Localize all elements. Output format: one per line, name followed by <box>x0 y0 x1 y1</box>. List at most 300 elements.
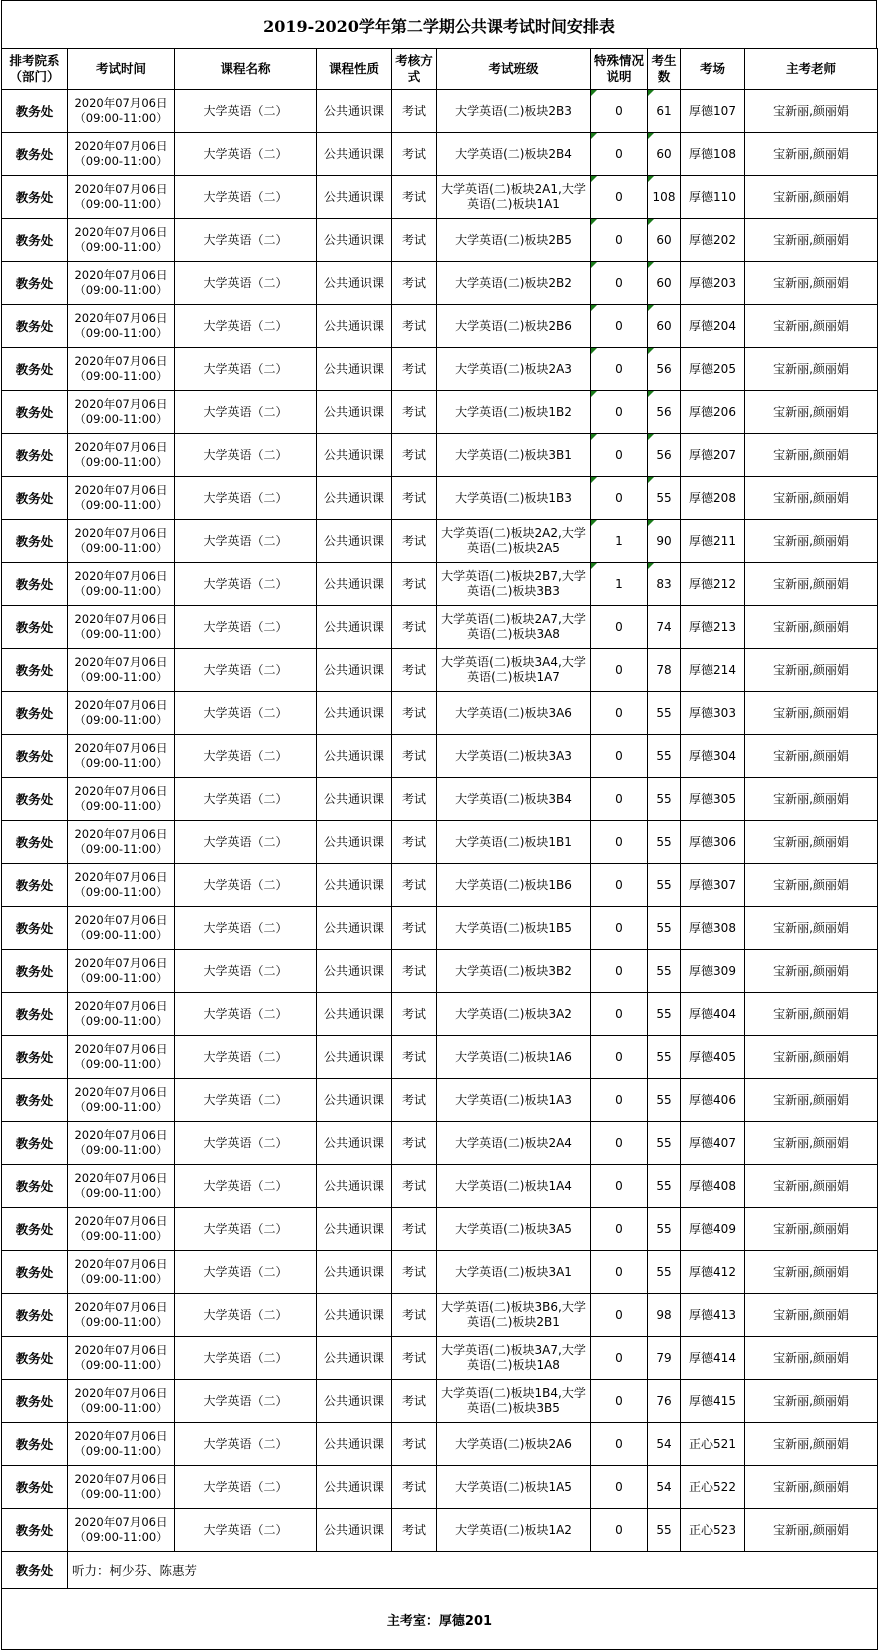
time-cell <box>68 1294 175 1337</box>
exam-time: （09:00-11:00） <box>74 627 168 641</box>
classes-cell: 大学英语(二)板块2A6 <box>437 1423 591 1466</box>
header-dept: 排考院系（部门） <box>2 49 68 90</box>
table-row <box>2 821 878 864</box>
course-cell: 大学英语（二） <box>175 1208 317 1251</box>
room-cell: 正心521 <box>681 1423 745 1466</box>
method-cell: 考试 <box>392 477 437 520</box>
exam-date: 2020年07月06日 <box>74 1085 168 1099</box>
room-cell: 厚德208 <box>681 477 745 520</box>
method-cell: 考试 <box>392 907 437 950</box>
dept-cell: 教务处 <box>2 821 68 864</box>
time-cell <box>68 1251 175 1294</box>
method-cell: 考试 <box>392 520 437 563</box>
teachers-cell: 宝新丽,颜丽娟 <box>745 1294 878 1337</box>
exam-time: （09:00-11:00） <box>74 1487 168 1501</box>
special-cell: 0 <box>591 778 648 821</box>
count-cell: 54 <box>648 1466 681 1509</box>
course-cell: 大学英语（二） <box>175 1079 317 1122</box>
exam-time: （09:00-11:00） <box>74 1229 168 1243</box>
count-cell: 79 <box>648 1337 681 1380</box>
teachers-cell: 宝新丽,颜丽娟 <box>745 864 878 907</box>
classes-cell: 大学英语(二)板块3A1 <box>437 1251 591 1294</box>
time-cell <box>68 606 175 649</box>
nature-cell: 公共通识课 <box>317 219 392 262</box>
table-row <box>2 1251 878 1294</box>
classes-cell: 大学英语(二)板块2A1,大学英语(二)板块1A1 <box>437 176 591 219</box>
room-cell: 厚德108 <box>681 133 745 176</box>
classes-cell: 大学英语(二)板块2B6 <box>437 305 591 348</box>
exam-time: （09:00-11:00） <box>74 713 168 727</box>
method-cell: 考试 <box>392 1165 437 1208</box>
room-cell: 厚德414 <box>681 1337 745 1380</box>
dept-cell: 教务处 <box>2 262 68 305</box>
nature-cell: 公共通识课 <box>317 864 392 907</box>
method-cell: 考试 <box>392 1466 437 1509</box>
count-cell: 55 <box>648 1122 681 1165</box>
time-cell <box>68 477 175 520</box>
count-cell: 60 <box>648 262 681 305</box>
time-cell <box>68 391 175 434</box>
exam-date: 2020年07月06日 <box>74 569 168 583</box>
nature-cell: 公共通识课 <box>317 907 392 950</box>
room-cell: 厚德415 <box>681 1380 745 1423</box>
count-cell: 55 <box>648 1208 681 1251</box>
time-cell <box>68 1509 175 1552</box>
method-cell: 考试 <box>392 219 437 262</box>
time-cell <box>68 90 175 133</box>
exam-date: 2020年07月06日 <box>74 1042 168 1056</box>
method-cell: 考试 <box>392 133 437 176</box>
course-cell: 大学英语（二） <box>175 735 317 778</box>
nature-cell: 公共通识课 <box>317 950 392 993</box>
exam-date: 2020年07月06日 <box>74 655 168 669</box>
room-cell: 厚德308 <box>681 907 745 950</box>
method-cell: 考试 <box>392 1294 437 1337</box>
nature-cell: 公共通识课 <box>317 563 392 606</box>
method-cell: 考试 <box>392 649 437 692</box>
nature-cell: 公共通识课 <box>317 993 392 1036</box>
exam-date: 2020年07月06日 <box>74 139 168 153</box>
dept-cell: 教务处 <box>2 219 68 262</box>
classes-cell: 大学英语(二)板块1B2 <box>437 391 591 434</box>
method-cell: 考试 <box>392 1122 437 1165</box>
time-cell <box>68 176 175 219</box>
time-cell <box>68 1208 175 1251</box>
time-cell <box>68 778 175 821</box>
count-cell: 74 <box>648 606 681 649</box>
special-cell: 0 <box>591 1165 648 1208</box>
teachers-cell: 宝新丽,颜丽娟 <box>745 520 878 563</box>
exam-date: 2020年07月06日 <box>74 956 168 970</box>
nature-cell: 公共通识课 <box>317 434 392 477</box>
table-row <box>2 1337 878 1380</box>
exam-time: （09:00-11:00） <box>74 326 168 340</box>
time-cell <box>68 1122 175 1165</box>
nature-cell: 公共通识课 <box>317 176 392 219</box>
dept-cell: 教务处 <box>2 950 68 993</box>
exam-time: （09:00-11:00） <box>74 928 168 942</box>
teachers-cell: 宝新丽,颜丽娟 <box>745 1337 878 1380</box>
exam-time: （09:00-11:00） <box>74 412 168 426</box>
exam-time: （09:00-11:00） <box>74 885 168 899</box>
nature-cell: 公共通识课 <box>317 649 392 692</box>
count-cell: 83 <box>648 563 681 606</box>
special-cell: 0 <box>591 1294 648 1337</box>
listening-dept: 教务处 <box>2 1552 68 1589</box>
teachers-cell: 宝新丽,颜丽娟 <box>745 606 878 649</box>
footer-row <box>2 1589 878 1650</box>
dept-cell: 教务处 <box>2 907 68 950</box>
method-cell: 考试 <box>392 1509 437 1552</box>
table-row <box>2 1294 878 1337</box>
course-cell: 大学英语（二） <box>175 778 317 821</box>
classes-cell: 大学英语(二)板块3A5 <box>437 1208 591 1251</box>
count-cell: 60 <box>648 305 681 348</box>
room-cell: 厚德203 <box>681 262 745 305</box>
classes-cell: 大学英语(二)板块3A4,大学英语(二)板块1A7 <box>437 649 591 692</box>
time-cell <box>68 1079 175 1122</box>
table-row <box>2 477 878 520</box>
course-cell: 大学英语（二） <box>175 1509 317 1552</box>
count-cell: 108 <box>648 176 681 219</box>
dept-cell: 教务处 <box>2 649 68 692</box>
classes-cell: 大学英语(二)板块1A6 <box>437 1036 591 1079</box>
teachers-cell: 宝新丽,颜丽娟 <box>745 1380 878 1423</box>
exam-time: （09:00-11:00） <box>74 541 168 555</box>
special-cell: 0 <box>591 1509 648 1552</box>
dept-cell: 教务处 <box>2 735 68 778</box>
table-row <box>2 219 878 262</box>
exam-date: 2020年07月06日 <box>74 1214 168 1228</box>
room-cell: 厚德214 <box>681 649 745 692</box>
table-row <box>2 262 878 305</box>
nature-cell: 公共通识课 <box>317 692 392 735</box>
count-cell: 55 <box>648 1036 681 1079</box>
exam-time: （09:00-11:00） <box>74 1444 168 1458</box>
table-row <box>2 735 878 778</box>
teachers-cell: 宝新丽,颜丽娟 <box>745 434 878 477</box>
table-row <box>2 950 878 993</box>
room-cell: 正心523 <box>681 1509 745 1552</box>
time-cell <box>68 1380 175 1423</box>
count-cell: 55 <box>648 1251 681 1294</box>
room-cell: 厚德213 <box>681 606 745 649</box>
count-cell: 54 <box>648 1423 681 1466</box>
teachers-cell: 宝新丽,颜丽娟 <box>745 348 878 391</box>
table-row <box>2 1466 878 1509</box>
table-body <box>2 90 878 1552</box>
dept-cell: 教务处 <box>2 1079 68 1122</box>
exam-time: （09:00-11:00） <box>74 799 168 813</box>
table-row <box>2 1423 878 1466</box>
dept-cell: 教务处 <box>2 520 68 563</box>
count-cell: 78 <box>648 649 681 692</box>
room-cell: 厚德204 <box>681 305 745 348</box>
teachers-cell: 宝新丽,颜丽娟 <box>745 1079 878 1122</box>
room-cell: 厚德413 <box>681 1294 745 1337</box>
room-cell: 厚德407 <box>681 1122 745 1165</box>
teachers-cell: 宝新丽,颜丽娟 <box>745 262 878 305</box>
footer-main-room: 主考室：厚德201 <box>2 1589 878 1650</box>
exam-date: 2020年07月06日 <box>74 225 168 239</box>
exam-time: （09:00-11:00） <box>74 842 168 856</box>
exam-date: 2020年07月06日 <box>74 1386 168 1400</box>
dept-cell: 教务处 <box>2 1165 68 1208</box>
nature-cell: 公共通识课 <box>317 778 392 821</box>
room-cell: 厚德110 <box>681 176 745 219</box>
exam-date: 2020年07月06日 <box>74 354 168 368</box>
time-cell <box>68 348 175 391</box>
room-cell: 厚德207 <box>681 434 745 477</box>
nature-cell: 公共通识课 <box>317 821 392 864</box>
method-cell: 考试 <box>392 90 437 133</box>
dept-cell: 教务处 <box>2 1122 68 1165</box>
classes-cell: 大学英语(二)板块1A4 <box>437 1165 591 1208</box>
count-cell: 55 <box>648 692 681 735</box>
nature-cell: 公共通识课 <box>317 1208 392 1251</box>
exam-date: 2020年07月06日 <box>74 1300 168 1314</box>
table-row <box>2 391 878 434</box>
exam-time: （09:00-11:00） <box>74 111 168 125</box>
dept-cell: 教务处 <box>2 563 68 606</box>
time-cell <box>68 950 175 993</box>
exam-date: 2020年07月06日 <box>74 440 168 454</box>
dept-cell: 教务处 <box>2 434 68 477</box>
dept-cell: 教务处 <box>2 133 68 176</box>
listening-row <box>2 1552 878 1589</box>
special-cell: 0 <box>591 1423 648 1466</box>
classes-cell: 大学英语(二)板块3B1 <box>437 434 591 477</box>
table-row <box>2 1208 878 1251</box>
nature-cell: 公共通识课 <box>317 520 392 563</box>
header-method: 考核方式 <box>392 49 437 90</box>
exam-date: 2020年07月06日 <box>74 999 168 1013</box>
course-cell: 大学英语（二） <box>175 606 317 649</box>
count-cell: 90 <box>648 520 681 563</box>
room-cell: 厚德205 <box>681 348 745 391</box>
dept-cell: 教务处 <box>2 1251 68 1294</box>
course-cell: 大学英语（二） <box>175 1036 317 1079</box>
exam-date: 2020年07月06日 <box>74 870 168 884</box>
special-cell: 0 <box>591 219 648 262</box>
method-cell: 考试 <box>392 821 437 864</box>
course-cell: 大学英语（二） <box>175 1380 317 1423</box>
table-row <box>2 90 878 133</box>
classes-cell: 大学英语(二)板块1B6 <box>437 864 591 907</box>
room-cell: 厚德206 <box>681 391 745 434</box>
time-cell <box>68 1423 175 1466</box>
room-cell: 厚德304 <box>681 735 745 778</box>
exam-date: 2020年07月06日 <box>74 1257 168 1271</box>
time-cell <box>68 1165 175 1208</box>
special-cell: 0 <box>591 262 648 305</box>
table-row <box>2 520 878 563</box>
room-cell: 厚德211 <box>681 520 745 563</box>
method-cell: 考试 <box>392 692 437 735</box>
teachers-cell: 宝新丽,颜丽娟 <box>745 907 878 950</box>
method-cell: 考试 <box>392 1251 437 1294</box>
time-cell <box>68 692 175 735</box>
exam-time: （09:00-11:00） <box>74 1143 168 1157</box>
page-title: 2019-2020学年第二学期公共课考试时间安排表 <box>1 0 877 48</box>
dept-cell: 教务处 <box>2 993 68 1036</box>
exam-date: 2020年07月06日 <box>74 784 168 798</box>
time-cell <box>68 1036 175 1079</box>
course-cell: 大学英语（二） <box>175 434 317 477</box>
exam-date: 2020年07月06日 <box>74 1472 168 1486</box>
classes-cell: 大学英语(二)板块3A2 <box>437 993 591 1036</box>
header-course: 课程名称 <box>175 49 317 90</box>
special-cell: 0 <box>591 477 648 520</box>
dept-cell: 教务处 <box>2 1294 68 1337</box>
table-row <box>2 434 878 477</box>
listening-text: 听力：柯少芬、陈惠芳 <box>68 1552 878 1589</box>
method-cell: 考试 <box>392 434 437 477</box>
special-cell: 0 <box>591 1122 648 1165</box>
teachers-cell: 宝新丽,颜丽娟 <box>745 1122 878 1165</box>
time-cell <box>68 907 175 950</box>
special-cell: 0 <box>591 735 648 778</box>
exam-time: （09:00-11:00） <box>74 1057 168 1071</box>
course-cell: 大学英语（二） <box>175 1122 317 1165</box>
method-cell: 考试 <box>392 735 437 778</box>
time-cell <box>68 434 175 477</box>
nature-cell: 公共通识课 <box>317 305 392 348</box>
exam-time: （09:00-11:00） <box>74 197 168 211</box>
special-cell: 0 <box>591 1208 648 1251</box>
room-cell: 厚德306 <box>681 821 745 864</box>
teachers-cell: 宝新丽,颜丽娟 <box>745 305 878 348</box>
exam-date: 2020年07月06日 <box>74 268 168 282</box>
nature-cell: 公共通识课 <box>317 1380 392 1423</box>
exam-date: 2020年07月06日 <box>74 311 168 325</box>
special-cell: 0 <box>591 1036 648 1079</box>
special-cell: 0 <box>591 1079 648 1122</box>
method-cell: 考试 <box>392 993 437 1036</box>
course-cell: 大学英语（二） <box>175 1251 317 1294</box>
special-cell: 0 <box>591 176 648 219</box>
exam-time: （09:00-11:00） <box>74 455 168 469</box>
nature-cell: 公共通识课 <box>317 1036 392 1079</box>
exam-time: （09:00-11:00） <box>74 971 168 985</box>
special-cell: 0 <box>591 305 648 348</box>
time-cell <box>68 649 175 692</box>
nature-cell: 公共通识课 <box>317 133 392 176</box>
course-cell: 大学英语（二） <box>175 950 317 993</box>
special-cell: 0 <box>591 692 648 735</box>
dept-cell: 教务处 <box>2 1423 68 1466</box>
exam-time: （09:00-11:00） <box>74 1358 168 1372</box>
count-cell: 76 <box>648 1380 681 1423</box>
special-cell: 0 <box>591 391 648 434</box>
method-cell: 考试 <box>392 176 437 219</box>
exam-time: （09:00-11:00） <box>74 1186 168 1200</box>
exam-date: 2020年07月06日 <box>74 1429 168 1443</box>
room-cell: 厚德309 <box>681 950 745 993</box>
classes-cell: 大学英语(二)板块3B2 <box>437 950 591 993</box>
dept-cell: 教务处 <box>2 348 68 391</box>
table-row <box>2 133 878 176</box>
method-cell: 考试 <box>392 1079 437 1122</box>
exam-date: 2020年07月06日 <box>74 1128 168 1142</box>
table-row <box>2 778 878 821</box>
nature-cell: 公共通识课 <box>317 477 392 520</box>
teachers-cell: 宝新丽,颜丽娟 <box>745 1036 878 1079</box>
course-cell: 大学英语（二） <box>175 1466 317 1509</box>
count-cell: 55 <box>648 907 681 950</box>
classes-cell: 大学英语(二)板块1A2 <box>437 1509 591 1552</box>
table-row <box>2 1165 878 1208</box>
course-cell: 大学英语（二） <box>175 1337 317 1380</box>
table-row <box>2 563 878 606</box>
exam-date: 2020年07月06日 <box>74 96 168 110</box>
course-cell: 大学英语（二） <box>175 90 317 133</box>
exam-time: （09:00-11:00） <box>74 1272 168 1286</box>
nature-cell: 公共通识课 <box>317 348 392 391</box>
dept-cell: 教务处 <box>2 1509 68 1552</box>
classes-cell: 大学英语(二)板块2A7,大学英语(二)板块3A8 <box>437 606 591 649</box>
dept-cell: 教务处 <box>2 1208 68 1251</box>
special-cell: 0 <box>591 950 648 993</box>
course-cell: 大学英语（二） <box>175 907 317 950</box>
exam-time: （09:00-11:00） <box>74 756 168 770</box>
exam-time: （09:00-11:00） <box>74 283 168 297</box>
nature-cell: 公共通识课 <box>317 1165 392 1208</box>
count-cell: 55 <box>648 477 681 520</box>
exam-date: 2020年07月06日 <box>74 483 168 497</box>
nature-cell: 公共通识课 <box>317 1509 392 1552</box>
special-cell: 1 <box>591 563 648 606</box>
special-cell: 0 <box>591 348 648 391</box>
special-cell: 0 <box>591 821 648 864</box>
special-cell: 0 <box>591 1251 648 1294</box>
nature-cell: 公共通识课 <box>317 90 392 133</box>
classes-cell: 大学英语(二)板块2B4 <box>437 133 591 176</box>
table-row <box>2 1380 878 1423</box>
teachers-cell: 宝新丽,颜丽娟 <box>745 821 878 864</box>
exam-time: （09:00-11:00） <box>74 1014 168 1028</box>
exam-time: （09:00-11:00） <box>74 1530 168 1544</box>
classes-cell: 大学英语(二)板块1B1 <box>437 821 591 864</box>
method-cell: 考试 <box>392 606 437 649</box>
course-cell: 大学英语（二） <box>175 649 317 692</box>
dept-cell: 教务处 <box>2 864 68 907</box>
count-cell: 55 <box>648 1079 681 1122</box>
nature-cell: 公共通识课 <box>317 1337 392 1380</box>
teachers-cell: 宝新丽,颜丽娟 <box>745 176 878 219</box>
exam-date: 2020年07月06日 <box>74 741 168 755</box>
table-row <box>2 692 878 735</box>
time-cell <box>68 1466 175 1509</box>
dept-cell: 教务处 <box>2 477 68 520</box>
exam-date: 2020年07月06日 <box>74 1343 168 1357</box>
count-cell: 56 <box>648 434 681 477</box>
table-row <box>2 305 878 348</box>
exam-date: 2020年07月06日 <box>74 397 168 411</box>
teachers-cell: 宝新丽,颜丽娟 <box>745 1251 878 1294</box>
classes-cell: 大学英语(二)板块1B4,大学英语(二)板块3B5 <box>437 1380 591 1423</box>
count-cell: 55 <box>648 993 681 1036</box>
classes-cell: 大学英语(二)板块2B5 <box>437 219 591 262</box>
classes-cell: 大学英语(二)板块1A3 <box>437 1079 591 1122</box>
method-cell: 考试 <box>392 262 437 305</box>
method-cell: 考试 <box>392 563 437 606</box>
classes-cell: 大学英语(二)板块1B3 <box>437 477 591 520</box>
classes-cell: 大学英语(二)板块2B2 <box>437 262 591 305</box>
classes-cell: 大学英语(二)板块3B6,大学英语(二)板块2B1 <box>437 1294 591 1337</box>
room-cell: 厚德202 <box>681 219 745 262</box>
special-cell: 0 <box>591 1337 648 1380</box>
